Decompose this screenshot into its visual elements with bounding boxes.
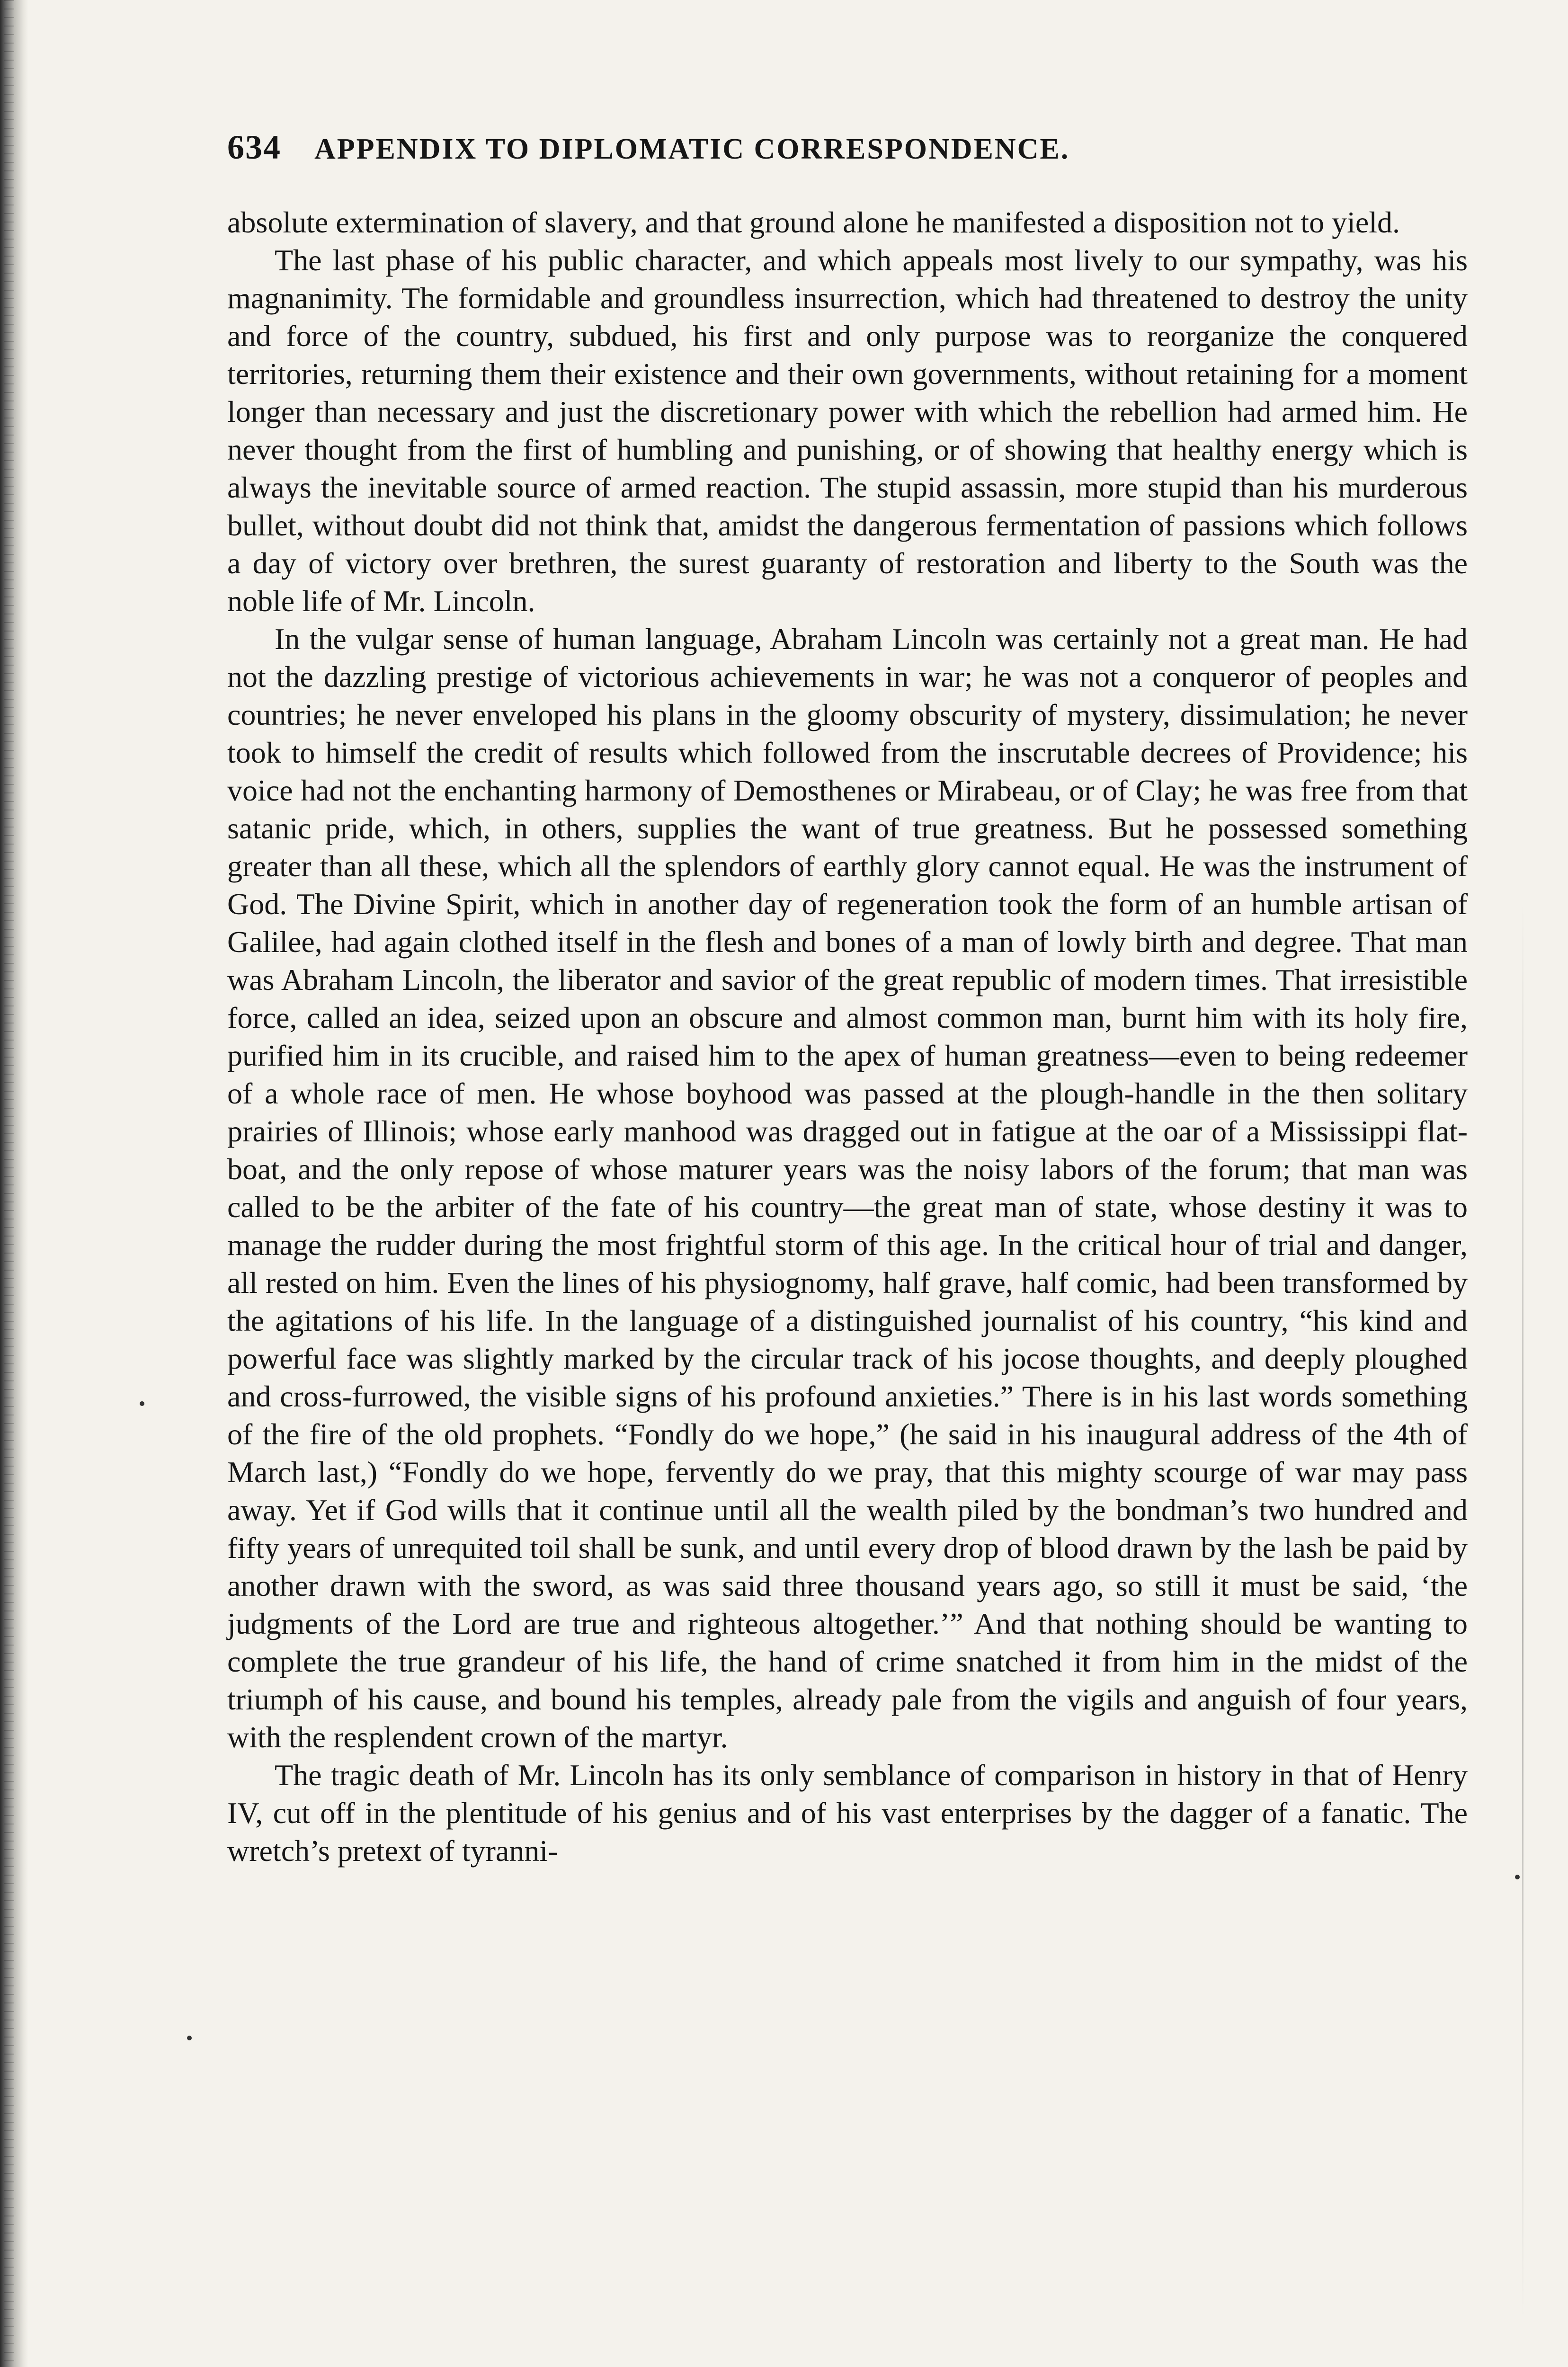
paragraph-tragic-death: The tragic death of Mr. Lincoln has its only semblance of comparison in history in that of Henry IV, cut off in the plentitude of his genius and of his vast enterprises by the dagger of a fanatic. The wretch’s pretext of tyranni- bbox=[227, 1758, 1468, 1868]
book-page bbox=[227, 128, 1468, 1870]
body-text bbox=[227, 204, 1468, 1870]
margin-shadow bbox=[1522, 899, 1523, 2320]
running-title: APPENDIX TO DIPLOMATIC CORRESPONDENCE. bbox=[314, 133, 1070, 165]
margin-dot bbox=[187, 2036, 192, 2040]
page-number: 634 bbox=[227, 128, 281, 166]
paragraph-magnanimity: The last phase of his public character, and which appeals most lively to our sympathy, was his magnanimity. The formidable and groundless insurrection, which had threatened to destroy the unity and force of the country, subdued, his first and only purpose was to reorganize the conquered territories, returning them their existence and their own governments, without retaining for a moment longer than necessary and just the discretionary power with which the rebellion had armed him. He never thought from the first of humbling and punishing, or of showing that healthy energy which is always the inevitable source of armed reaction. The stupid assassin, more stupid than his murderous bullet, without doubt did not think that, amidst the dangerous fermentation of passions which follows a day of victory over brethren, the surest guaranty of restoration and liberty to the South was the noble life of Mr. Lincoln. bbox=[227, 243, 1468, 618]
margin-dot bbox=[1515, 1875, 1520, 1879]
margin-dot bbox=[140, 1401, 144, 1406]
paragraph-great-man: In the vulgar sense of human language, Abraham Lincoln was certainly not a great man. He had not the dazzling prestige of victorious achievements in war; he was not a conqueror of peoples and countries; he never enveloped his plans in the gloomy obscurity of mystery, dissimulation; he never took to himself the credit of results which followed from the inscrutable decrees of Providence; his voice had not the enchanting harmony of Demosthenes or Mirabeau, or of Clay; he was free from that satanic pride, which, in others, supplies the want of true greatness. But he possessed something greater than all these, which all the splendors of earthly glory cannot equal. He was the instrument of God. The Divine Spirit, which in another day of regeneration took the form of an humble artisan of Galilee, had again clothed itself in the flesh and bones of a man of lowly birth and degree. That man was Abraham Lincoln, the liberator and savior of the great republic of modern times. That irresistible force, called an idea, seized upon an obscure and almost common man, burnt him with its holy fire, purified him in its crucible, and raised him to the apex of human greatness—even to being redeemer of a whole race of men. He whose boyhood was passed at the plough-handle in the then solitary prairies of Illinois; whose early manhood was dragged out in fatigue at the oar of a Mississippi flat-boat, and the only repose of whose maturer years was the noisy labors of the forum; that man was called to be the arbiter of the fate of his country—the great man of state, whose destiny it was to manage the rudder during the most frightful storm of this age. In the critical hour of trial and danger, all rested on him. Even the lines of his physiognomy, half grave, half comic, had been transformed by the agitations of his life. In the language of a distinguished journalist of his country, “his kind and powerful face was slightly marked by the circular track of his jocose thoughts, and deeply ploughed and cross-furrowed, the visible signs of his profound anxieties.” There is in his last words something of the fire of the old prophets. “Fondly do we hope,” (he said in his inaugural address of the 4th of March last,) “Fondly do we hope, fervently do we pray, that this mighty scourge of war may pass away. Yet if God wills that it continue until all the wealth piled by the bondman’s two hundred and fifty years of unrequited toil shall be sunk, and until every drop of blood drawn by the lash be paid by another drawn with the sword, as was said three thousand years ago, so still it must be said, ‘the judgments of the Lord are true and righteous altogether.’” And that nothing should be wanting to complete the true grandeur of his life, the hand of crime snatched it from him in the midst of the triumph of his cause, and bound his temples, already pale from the vigils and anguish of four years, with the resplendent crown of the martyr. bbox=[227, 622, 1468, 1754]
binding-stitching bbox=[4, 0, 14, 2367]
paragraph-continuation: absolute extermination of slavery, and that ground alone he manifested a disposition not to yield. bbox=[227, 205, 1400, 239]
running-head bbox=[227, 128, 1468, 180]
